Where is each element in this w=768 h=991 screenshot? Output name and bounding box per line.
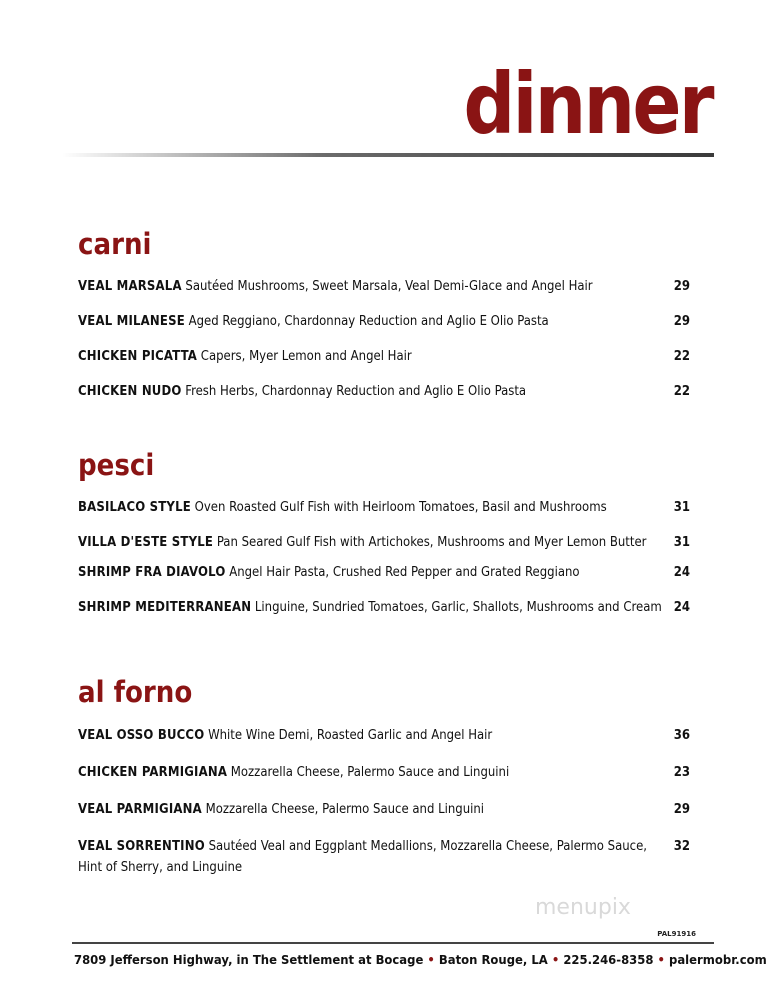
item-price: 31 [673,535,690,550]
footer-divider [72,942,714,944]
footer-website-link[interactable]: palermobr.com [669,952,767,967]
item-name: CHICKEN PARMIGIANA [78,765,228,780]
menu-item [78,311,690,332]
item-description: Aged Reggiano, Chardonnay Reduction and Aglio E Olio Pasta [188,314,549,329]
item-name: VEAL OSSO BUCCO [78,728,205,743]
bullet-separator: • [657,952,665,967]
watermark-logo: menupix [535,895,631,920]
item-description: Oven Roasted Gulf Fish with Heirloom Tomatoes, Basil and Mushrooms [194,500,607,515]
item-price: 32 [673,839,690,854]
menu-title: dinner [463,55,712,153]
item-description: Sautéed Veal and Eggplant Medallions, Mozzarella Cheese, Palermo Sauce, Hint of Sherry, and Linguine [78,839,648,875]
menu-item [78,346,690,367]
item-price: 22 [673,384,690,399]
item-price: 22 [673,349,690,364]
item-price: 29 [673,279,690,294]
item-name: CHICKEN NUDO [78,384,182,399]
item-price: 24 [673,600,690,615]
section-title-al-forno: al forno [78,675,193,709]
item-price: 23 [673,765,690,780]
item-description: Fresh Herbs, Chardonnay Reduction and Aglio E Olio Pasta [185,384,527,399]
item-name: VEAL MARSALA [78,279,182,294]
menu-item [78,276,690,297]
item-name: VEAL PARMIGIANA [78,802,202,817]
item-description: Pan Seared Gulf Fish with Artichokes, Mushrooms and Myer Lemon Butter [216,535,647,550]
item-description: Linguine, Sundried Tomatoes, Garlic, Shallots, Mushrooms and Cream [254,600,662,615]
item-name: VEAL MILANESE [78,314,185,329]
footer-address: 7809 Jefferson Highway, in The Settlement at Bocage [74,952,424,967]
item-name: SHRIMP MEDITERRANEAN [78,600,252,615]
menu-item [78,562,690,583]
menu-item [78,762,690,783]
menu-item [78,381,690,402]
item-price: 36 [673,728,690,743]
menu-item [78,597,690,618]
bullet-separator: • [427,952,435,967]
item-name: BASILACO STYLE [78,500,191,515]
bullet-separator: • [551,952,560,967]
item-price: 29 [673,802,690,817]
item-description: Angel Hair Pasta, Crushed Red Pepper and Grated Reggiano [229,565,580,580]
item-name: VILLA D'ESTE STYLE [78,535,214,550]
footer-contact [74,952,767,967]
section-title-carni: carni [78,227,152,261]
item-description: Mozzarella Cheese, Palermo Sauce and Linguini [230,765,510,780]
menu-item [78,799,690,820]
section-title-pesci: pesci [78,448,155,482]
item-price: 31 [673,500,690,515]
menu-item [78,497,690,518]
item-description: Capers, Myer Lemon and Angel Hair [200,349,412,364]
item-description: Sautéed Mushrooms, Sweet Marsala, Veal Demi-Glace and Angel Hair [185,279,593,294]
menu-item [78,836,690,878]
menu-code: PAL91916 [657,930,696,938]
item-description: White Wine Demi, Roasted Garlic and Angel Hair [208,728,493,743]
footer-city: Baton Rouge, LA [438,952,548,967]
header-divider [62,153,714,157]
item-price: 29 [673,314,690,329]
menu-item [78,725,690,746]
item-description: Mozzarella Cheese, Palermo Sauce and Linguini [205,802,485,817]
item-name: VEAL SORRENTINO [78,839,205,854]
item-name: CHICKEN PICATTA [78,349,198,364]
footer-phone[interactable]: 225.246-8358 [563,952,654,967]
item-name: SHRIMP FRA DIAVOLO [78,565,226,580]
menu-item [78,532,690,553]
item-price: 24 [673,565,690,580]
